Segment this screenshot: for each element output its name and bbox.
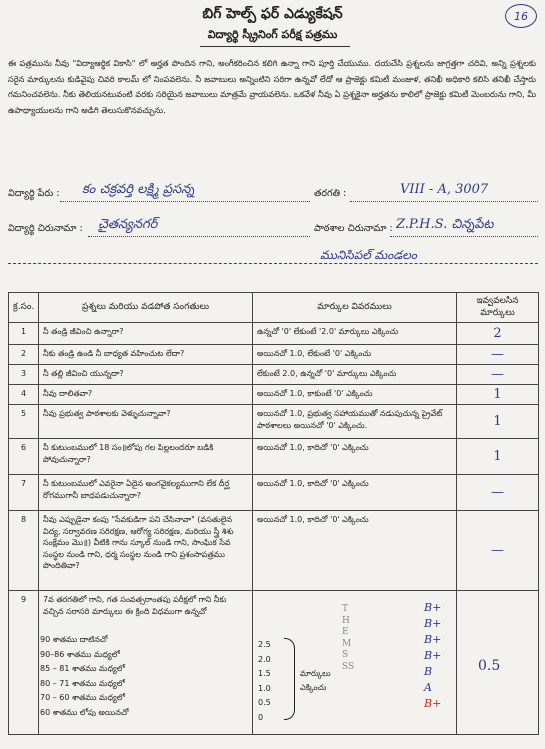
row-marks-given[interactable]: 1: [457, 405, 539, 439]
grade-range-item: 60 శాతము లోపు అయినచో: [40, 707, 129, 717]
grade-entry[interactable]: B+: [424, 601, 442, 614]
col-header-marks-detail: మార్కుల వివరములు: [253, 293, 457, 323]
subject-letter: T: [342, 604, 349, 614]
row-question: నీ తండ్రి జీవించి ఉన్నారా?: [39, 323, 253, 345]
row-marks-detail: అయినచో 1.0, కాదిచో '0' ఎక్కించు: [253, 475, 457, 511]
row-marks-detail: ఉన్నచో '0' లేకుంటే '2.0' మార్కులు ఎక్కించు: [253, 323, 457, 345]
grade-entry-final[interactable]: B+: [424, 697, 442, 710]
table-row: [9, 385, 539, 405]
row-number: 5: [9, 405, 39, 439]
scale-value: 1.0: [258, 683, 271, 693]
address-dotted-line: [88, 236, 310, 237]
grade-entry[interactable]: B: [424, 665, 433, 678]
school-dotted-line: [390, 236, 538, 237]
table-row: [9, 439, 539, 475]
row-marks-given[interactable]: —: [457, 511, 539, 591]
instructions-paragraph: ఈ పత్రమును నీవు "విద్యాఆర్థిక వికాసి" లో అర్హత పొందిన గాని, అంగీకరించిన కలిగి ఉన్నా గాని పూర్తి చేయుము. దయచేసి ప్రశ్నలను జాగ్రత్తగా చదివి, అన్ని ప్రశ్నలకు సరైన మార్కులను కుడివైపు చివరి కాలమ్ లో నింపవలెను. నీ జవాబులు అన్నింటిని సరిగా ఉన్నవో లేదో ఆ ప్రాజెక్టు కమిటీ మంజుళ, తనిఖీ అధికారి కలిసి తనిఖీ చేస్తారు గమనించవలెను. నీకు తెలియనటువంటి వరకు సరియైన జవాబులు మాత్రమే వ్రాయవలెను. ఒకవేళ నీవు ఏ ప్రశ్నకైనా అర్హతను కాలిలో ప్రాజెక్టు కమిటీ మెంబరును గాని, మీ ఉపాధ్యాయులను గాని అడిగి తెలుసుకొనవచ్చును.: [8, 58, 536, 115]
table-row: [9, 405, 539, 439]
table-row: [9, 323, 539, 345]
col-header-marks-given: ఇవ్వవలసిన మార్కులు: [457, 293, 539, 323]
row-number: 3: [9, 365, 39, 385]
grade-range-item: 90–86 శాతము మధ్యలో: [40, 649, 120, 659]
grade-range-list: [40, 633, 129, 720]
row-marks-detail: లేకుంటే 2.0, ఉన్నచో '0' మార్కులు ఎక్కించు: [253, 365, 457, 385]
name-value[interactable]: కం చక్రవర్తి లక్ష్మి ప్రసన్న: [82, 182, 195, 197]
class-value[interactable]: VIII - A, 3007: [400, 182, 489, 197]
row-number: 1: [9, 323, 39, 345]
row-marks-detail: అయినచో 1.0, కాదిచో '0' ఎక్కించు: [253, 439, 457, 475]
table-header-row: [9, 293, 539, 323]
grade-range-item: 70 – 60 శాతము మధ్యలో: [40, 693, 125, 702]
row-question: నీ కుటుంబములో 18 సం॥లోపు గల పిల్లలందరూ బడికి పోవుచున్నారా?: [39, 439, 253, 475]
scale-value: 0: [258, 712, 264, 722]
curly-bracket: [284, 638, 295, 720]
row-question: నీకు తండ్రి ఉండి నీ బాధ్యత వహించుట లేదా?: [39, 345, 253, 365]
table-row: [9, 475, 539, 511]
handwritten-grades: [424, 600, 441, 712]
row-marks-detail: అయినచో 1.0, ప్రభుత్వ సహాయముతో నడుపుచున్న ప్రైవేట్ పాఠశాలలు అయినచో '0' ఎక్కించు.: [253, 405, 457, 439]
scale-value: 2.5: [258, 640, 271, 649]
row-marks-detail: అయినచో 1.0, కాకుంటే '0' ఎక్కించు: [253, 385, 457, 405]
row-number: 9: [9, 591, 39, 735]
row-number: 6: [9, 439, 39, 475]
row-question: నీవు ప్రభుత్వ పాఠశాలకు వెళ్ళుచున్నావా?: [39, 405, 253, 439]
subject-letter: SS: [342, 661, 355, 672]
row9-marks-given[interactable]: 0.5: [478, 658, 501, 674]
grade-range-item: 80 – 71 శాతము మధ్యలో: [40, 678, 125, 688]
scale-value: 2.0: [258, 654, 271, 664]
table-row: [9, 511, 539, 591]
col-header-number: క్ర.సం.: [9, 293, 39, 323]
row-number: 7: [9, 475, 39, 511]
school-value[interactable]: Z.P.H.S. చిన్నపేట: [396, 217, 494, 232]
col-header-question: ప్రశ్నలు మరియు వడపోత సంగతులు: [39, 293, 253, 323]
table-row: [9, 365, 539, 385]
grade-entry[interactable]: B+: [424, 617, 442, 630]
row-number: 4: [9, 385, 39, 405]
row-question: నీ తల్లి జీవించి యున్నదా?: [39, 365, 253, 385]
school-value-line2[interactable]: మునిసిపల్ మండలం: [320, 248, 417, 262]
form-title: బిగ్ హెల్ప్ ఫర్ ఎడ్యుకేషన్: [202, 6, 343, 22]
class-label: తరగతి :: [314, 188, 347, 199]
marks-scale: [258, 638, 271, 725]
address-value[interactable]: చైతన్యనగర్: [98, 217, 158, 232]
row-question: నీ కుటుంబములో ఎవరైనా ఏదైన అంగవైకల్యముగాని లేక దీర్ఘ రోగముగానీ బాధపడుచున్నారా?: [39, 475, 253, 511]
subject-letters: [342, 604, 354, 673]
row-number: 2: [9, 345, 39, 365]
class-dotted-line: [350, 201, 538, 202]
row-marks-given[interactable]: —: [457, 365, 539, 385]
row-marks-given[interactable]: 1: [457, 385, 539, 405]
subject-letter: H: [342, 615, 350, 626]
scale-value: 1.5: [258, 669, 271, 678]
row-question: నీవు ఎప్పుడైనా కంపు "సేవకుడిగా పని చేసినావా" (వసతులైన విద్య, సర్వావరణ సరిరక్షణ, ఆరోగ్య సరిరక్షణ, మరియు స్త్రీ శిశు సంక్షేమం మొ॥) వీటికి గాను స్కూల్ నుండి గాని, సాంఘిక సేవ సంస్థల నుండి గాని, ధర్మ సంస్థల నుండి గాని ప్రశంసాపత్రము పొందితివా?: [39, 511, 253, 591]
grade-entry[interactable]: B+: [424, 649, 442, 662]
page-number: 16: [514, 9, 528, 23]
school-label: పాఠశాల చిరునామా :: [314, 223, 393, 234]
grade-entry[interactable]: A: [424, 681, 432, 694]
row-marks-given[interactable]: —: [457, 345, 539, 365]
row-marks-given[interactable]: 2: [457, 323, 539, 345]
name-dotted-line: [60, 201, 310, 202]
row-marks-detail: అయినచో 1.0, కాదిచో '0' ఎక్కించు: [253, 511, 457, 591]
subject-letter: E: [342, 627, 349, 637]
table-row: [9, 345, 539, 365]
grade-entry[interactable]: B+: [424, 633, 442, 646]
row-marks-given[interactable]: —: [457, 475, 539, 511]
scale-note: మార్కులు ఎక్కించు: [300, 669, 331, 692]
row-marks-given[interactable]: 1: [457, 439, 539, 475]
separator-line: [8, 263, 538, 264]
row-marks-detail: అయినచో 1.0, లేకుంటే '0' ఎక్కించు: [253, 345, 457, 365]
title-underline: [200, 46, 350, 47]
form-subtitle: విద్యార్థి స్క్రీనింగ్ పరీక్ష పత్రము: [207, 28, 338, 41]
grade-range-item: 85 – 81 శాతము మధ్యలో: [40, 664, 125, 673]
subject-letter: S: [342, 650, 349, 660]
grade-range-item: 90 శాతము దాటినచో: [40, 635, 108, 644]
row-number: 8: [9, 511, 39, 591]
subject-letter: M: [342, 638, 352, 649]
address-label: విద్యార్థి చిరునామా :: [8, 223, 83, 234]
row-question: 7వ తరగతిలో గాని, గత సంవత్సరాంతపు పరీక్షలో గాని నీకు వచ్చిన సరాసరి మార్కులు ఈ క్రింది విధముగా ఉన్నచో: [39, 591, 253, 735]
name-label: విద్యార్థి పేరు :: [8, 188, 60, 199]
scale-value: 0.5: [258, 698, 271, 707]
row-question: నీవు దాలితవా?: [39, 385, 253, 405]
